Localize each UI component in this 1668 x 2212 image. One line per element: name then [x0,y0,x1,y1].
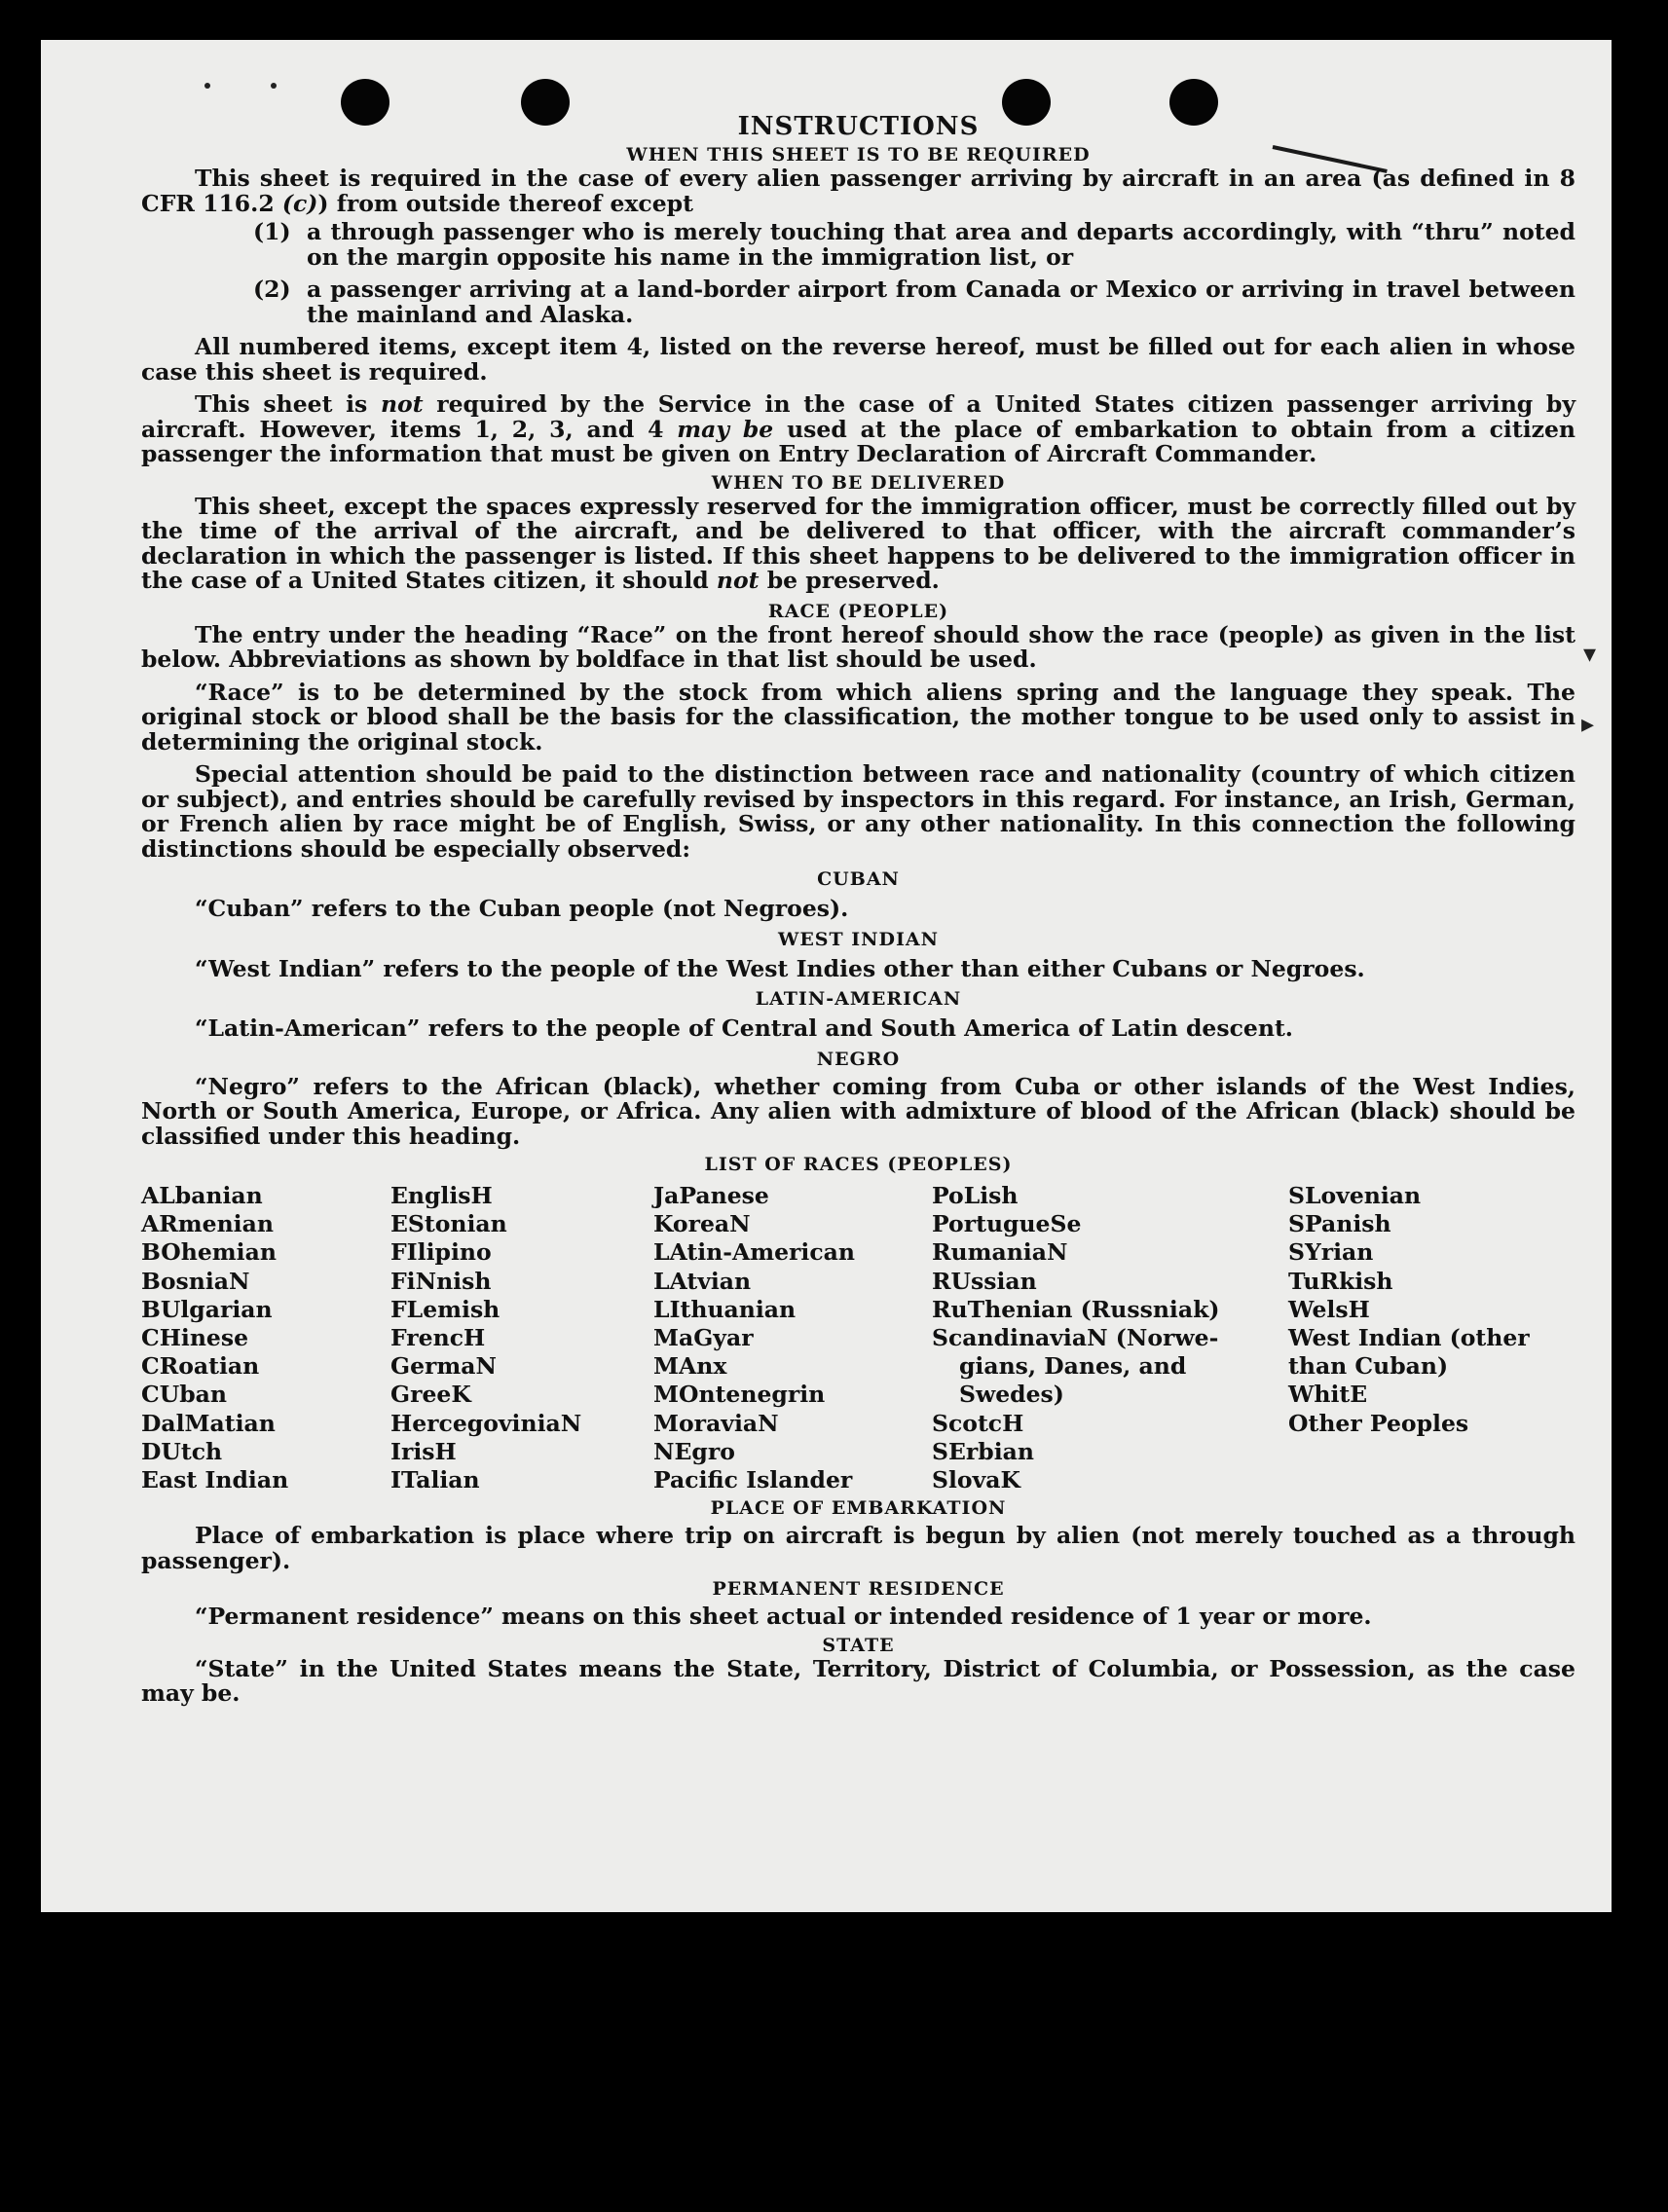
race-item: CUban [141,1381,227,1409]
race-item-continuation: Swedes) [959,1381,1064,1409]
race-item: DalMatian [141,1409,276,1437]
race-item: PoLish [932,1182,1019,1209]
race-item: WelsH [1288,1295,1370,1323]
when-delivered-paragraph: This sheet, except the spaces expressly reserved for the immigration officer, must be correctly filled out by the time of the arrival of the aircraft, and be delivered to that officer, with the aircraft commander’s declaration in which the passenger is listed. If this sheet happens to be delivered to the immigration officer in the case of a United States citizen, it should not be preserved. [141,492,1575,594]
race-item: PortugueSe [932,1210,1082,1238]
exception-item-1: (1) a through passenger who is merely touching that area and departs accordingly, with “thru” noted on the margin opposite his name in the immigration list, or [253,218,1575,271]
cuban-paragraph: “Cuban” refers to the Cuban people (not Negroes). [195,895,849,922]
race-item: RumaniaN [932,1238,1068,1267]
race-item: BOhemian [141,1238,277,1267]
race-item: East Indian [141,1466,289,1494]
heading-when-delivered: WHEN TO BE DELIVERED [711,471,1006,494]
race-item: ITalian [390,1466,480,1494]
races-column-4 [932,1182,1288,1494]
exception-item-2: (2) a passenger arriving at a land-border airport from Canada or Mexico or arriving in travel between the mainland and Alaska. [253,276,1575,328]
race-item: EStonian [390,1210,507,1238]
place-of-embarkation-paragraph: Place of embarkation is place where trip on aircraft is begun by alien (not merely touched as a through passenger). [141,1522,1575,1574]
race-item: LIthuanian [653,1295,797,1323]
race-item: TuRkish [1288,1267,1393,1295]
race-paragraph-2: “Race” is to be determined by the stock from which aliens spring and the language they speak. The original stock or blood shall be the basis for the classification, the mother tongue to be used only to assist in determining the original stock. [141,678,1575,756]
races-column-1 [141,1182,390,1494]
race-item: GermaN [390,1352,497,1381]
state-paragraph: “State” in the United States means the State, Territory, District of Columbia, or Possession, as the case may be. [141,1654,1575,1708]
races-column-2 [390,1182,653,1494]
race-item: FIlipino [390,1238,492,1267]
race-item: SlovaK [932,1466,1020,1494]
race-item: Pacific Islander [653,1466,853,1494]
race-item: BUlgarian [141,1295,273,1323]
latin-american-paragraph: “Latin-American” refers to the people of Central and South America of Latin descent. [195,1014,1293,1042]
races-column-3 [653,1182,932,1494]
ink-mark: ▾ [1583,640,1597,669]
race-item: ScandinaviaN (Norwe- [932,1324,1219,1352]
citizen-paragraph: This sheet is not required by the Service in the case of a United States citizen passenger arriving by aircraft. However, items 1, 2, 3, and 4 may be used at the place of embarkation to obtain from a citizen passenger the information that must be given on Entry Declaration of Aircraft Commander. [141,390,1576,467]
races-column-5 [1288,1182,1561,1494]
instructions-content [141,112,1575,1707]
heading-place-of-embarkation: PLACE OF EMBARKATION [710,1497,1007,1520]
race-item: ARmenian [141,1210,274,1238]
heading-race: RACE (PEOPLE) [767,600,949,622]
race-paragraph-1: The entry under the heading “Race” on the front hereof should show the race (people) as given in the list below. Abbreviations as shown by boldface in that list should be used. [141,620,1575,673]
race-item: SErbian [932,1437,1034,1465]
race-item: FiNnish [390,1267,492,1295]
heading-state: STATE [822,1634,895,1656]
race-item: LAtvian [653,1267,752,1295]
race-item: SPanish [1288,1210,1391,1238]
when-required-intro: This sheet is required in the case of every alien passenger arriving by aircraft in an area (as defined in 8 CFR 116.2 (c)) from outside thereof except [141,165,1575,217]
race-item: JaPanese [653,1182,769,1209]
race-item: NEgro [653,1437,735,1465]
negro-paragraph: “Negro” refers to the African (black), whether coming from Cuba or other islands of the West Indies, North or South America, Europe, or Africa. Any alien with admixture of blood of the African (black) should be classified under this heading. [141,1072,1575,1150]
race-item: RuThenian (Russniak) [932,1295,1220,1323]
race-item: LAtin-American [653,1238,855,1267]
races-list [141,1182,1575,1494]
race-item: IrisH [390,1437,457,1465]
race-item: RUssian [932,1267,1037,1295]
race-item: GreeK [390,1381,471,1409]
race-item: MoraviaN [653,1409,779,1437]
instructions-title: INSTRUCTIONS [737,112,980,141]
race-item: MOntenegrin [653,1381,826,1409]
race-item: CHinese [141,1324,249,1352]
ink-mark: ▸ [1581,710,1595,739]
race-item-continuation: gians, Danes, and [959,1352,1187,1381]
race-item: EnglisH [390,1182,493,1209]
numbered-items-paragraph: All numbered items, except item 4, listed on the reverse hereof, must be filled out for each alien in whose case this sheet is required. [141,333,1575,386]
permanent-residence-paragraph: “Permanent residence” means on this sheet actual or intended residence of 1 year or more. [195,1603,1372,1631]
race-item: FLemish [390,1295,500,1323]
race-item: West Indian (other than Cuban) [1288,1324,1530,1381]
heading-west-indian: WEST INDIAN [777,928,940,950]
race-item: ScotcH [932,1409,1024,1437]
race-item: FrencH [390,1324,486,1352]
heading-list-of-races: LIST OF RACES (PEOPLES) [704,1154,1013,1175]
heading-when-required: WHEN THIS SHEET IS TO BE REQUIRED [626,144,1091,166]
race-item: KoreaN [653,1210,751,1238]
race-item: DUtch [141,1437,223,1465]
race-item: HercegoviniaN [390,1409,582,1437]
dot-mark [271,83,277,89]
race-item: WhitE [1288,1381,1368,1409]
race-item: MAnx [653,1352,727,1381]
race-item: BosniaN [141,1267,250,1295]
heading-negro: NEGRO [816,1048,901,1070]
heading-latin-american: LATIN-AMERICAN [755,988,962,1010]
race-item: SYrian [1288,1238,1374,1267]
document-page [41,40,1612,1912]
west-indian-paragraph: “West Indian” refers to the people of the West Indies other than either Cubans or Negroes. [195,954,1365,982]
race-item: ALbanian [141,1182,263,1209]
heading-cuban: CUBAN [817,868,900,890]
race-item: MaGyar [653,1324,754,1352]
race-item: Other Peoples [1288,1409,1469,1437]
dot-mark [204,83,210,89]
race-item: SLovenian [1288,1182,1422,1209]
race-paragraph-3: Special attention should be paid to the distinction between race and nationality (country of which citizen or subject), and entries should be carefully revised by inspectors in this regard. For instance, an Irish, German, or French alien by race might be of English, Swiss, or any other nationality. In this connection the following distinctions should be especially observed: [141,760,1575,863]
race-item: CRoatian [141,1352,260,1381]
heading-permanent-residence: PERMANENT RESIDENCE [712,1578,1005,1601]
